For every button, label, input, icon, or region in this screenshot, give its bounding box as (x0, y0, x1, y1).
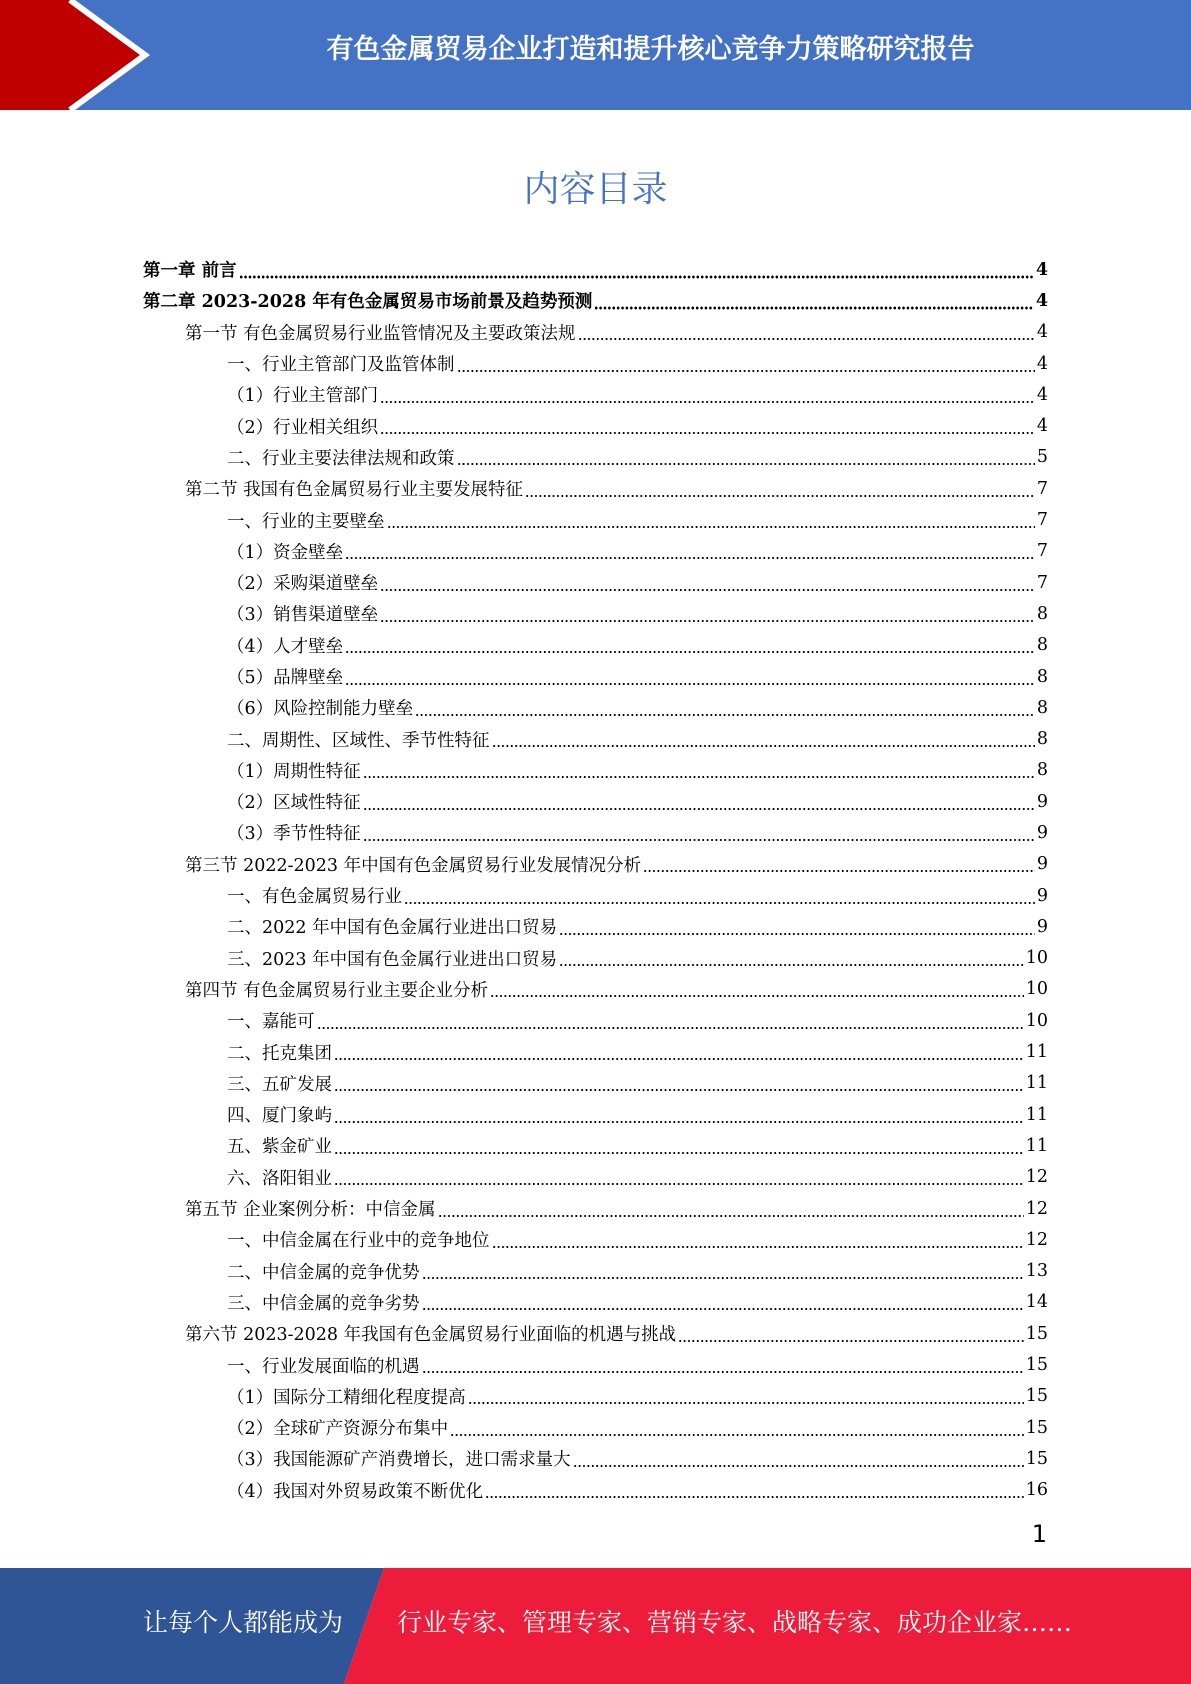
footer-banner (0, 1568, 1191, 1684)
toc-entry[interactable] (143, 630, 1048, 661)
toc-entry[interactable] (143, 661, 1048, 692)
toc-dot-leader (457, 368, 1035, 374)
toc-entry-page: 15 (1025, 1417, 1048, 1438)
report-title: 有色金属贸易企业打造和提升核心竞争力策略研究报告 (326, 34, 975, 65)
toc-dot-leader (334, 1119, 1024, 1125)
toc-entry-label: （1）周期性特征 (227, 761, 361, 782)
toc-entry-page: 8 (1036, 760, 1048, 781)
toc-entry-page: 9 (1036, 916, 1048, 937)
toc-entry-page: 12 (1025, 1167, 1048, 1188)
toc-entry-label: （2）行业相关组织 (227, 417, 379, 438)
toc-entry-label: 第二章 2023-2028 年有色金属贸易市场前景及趋势预测 (143, 292, 593, 313)
toc-dot-leader (438, 1213, 1024, 1219)
toc-dot-leader (380, 430, 1035, 436)
toc-entry[interactable] (143, 880, 1048, 911)
toc-entry[interactable] (143, 1224, 1048, 1255)
toc-entry[interactable] (143, 1287, 1048, 1318)
toc-dot-leader (334, 1181, 1024, 1187)
toc-entry-label: 二、周期性、区域性、季节性特征 (227, 730, 490, 751)
toc-dot-leader (380, 618, 1035, 624)
toc-entry-label: （3）我国能源矿产消费增长，进口需求量大 (227, 1450, 571, 1471)
toc-dot-leader (387, 524, 1035, 530)
toc-dot-leader (363, 837, 1035, 843)
toc-entry[interactable] (143, 786, 1048, 817)
toc-dot-leader (334, 1087, 1024, 1093)
toc-entry[interactable] (143, 379, 1048, 410)
toc-entry-page: 15 (1025, 1323, 1048, 1344)
toc-entry[interactable] (143, 723, 1048, 754)
toc-dot-leader (578, 336, 1035, 342)
toc-entry-page: 10 (1025, 979, 1048, 1000)
toc-entry-label: 第四节 有色金属贸易行业主要企业分析 (185, 980, 489, 1001)
toc-dot-leader (559, 931, 1035, 937)
toc-entry-label: 一、行业主管部门及监管体制 (227, 355, 455, 376)
toc-entry-label: 一、有色金属贸易行业 (227, 887, 402, 908)
toc-entry-page: 9 (1036, 791, 1048, 812)
toc-entry-page: 7 (1036, 572, 1048, 593)
toc-dot-leader (422, 1369, 1024, 1375)
footer-slogan-left: 让每个人都能成为 (143, 1608, 344, 1637)
toc-dot-leader (345, 649, 1035, 655)
toc-entry-label: 二、2022 年中国有色金属行业进出口贸易 (227, 918, 558, 939)
toc-entry-label: 三、五矿发展 (227, 1074, 332, 1095)
toc-entry[interactable] (143, 285, 1048, 316)
toc-entry-label: （5）品牌壁垒 (227, 668, 344, 688)
toc-entry-page: 4 (1036, 384, 1048, 405)
toc-entry[interactable] (143, 1412, 1048, 1443)
toc-entry-label: （2）采购渠道壁垒 (227, 574, 379, 595)
toc-dot-leader (573, 1463, 1024, 1469)
toc-entry-page: 8 (1036, 729, 1048, 750)
toc-entry-label: 二、中信金属的竞争优势 (227, 1262, 420, 1283)
toc-entry[interactable] (143, 1130, 1048, 1161)
toc-entry-label: 第六节 2023-2028 年我国有色金属贸易行业面临的机遇与挑战 (185, 1325, 677, 1346)
toc-entry-page: 7 (1036, 510, 1048, 531)
page-number: 1 (1031, 1520, 1047, 1548)
toc-entry-label: 五、紫金矿业 (227, 1137, 332, 1158)
toc-entry-page: 11 (1025, 1042, 1048, 1063)
toc-entry-label: 二、行业主要法律法规和政策 (227, 448, 455, 469)
toc-entry-page: 5 (1036, 447, 1048, 468)
toc-entry-page: 15 (1025, 1355, 1048, 1376)
toc-entry-page: 4 (1035, 259, 1048, 280)
toc-dot-leader (380, 587, 1035, 593)
toc-dot-leader (492, 1244, 1024, 1250)
toc-entry-page: 8 (1036, 635, 1048, 656)
toc-entry[interactable] (143, 473, 1048, 504)
toc-entry-page: 15 (1025, 1448, 1048, 1469)
toc-entry-page: 11 (1025, 1073, 1048, 1094)
toc-entry-label: （6）风险控制能力壁垒 (227, 699, 414, 720)
toc-dot-leader (422, 1275, 1024, 1281)
toc-entry[interactable] (143, 1005, 1048, 1036)
toc-dot-leader (678, 1338, 1024, 1344)
toc-entry[interactable] (143, 598, 1048, 629)
footer-slogan-right: 行业专家、管理专家、营销专家、战略专家、成功企业家…… (397, 1608, 1073, 1637)
toc-entry-label: （3）销售渠道壁垒 (227, 605, 379, 626)
toc-entry[interactable] (143, 410, 1048, 441)
toc-dot-leader (492, 743, 1035, 749)
toc-entry-label: 四、厦门象屿 (227, 1106, 332, 1127)
toc-entry-page: 16 (1025, 1480, 1048, 1501)
toc-entry[interactable] (143, 1193, 1048, 1224)
toc-entry[interactable] (143, 974, 1048, 1005)
toc-entry-label: （3）季节性特征 (227, 824, 361, 845)
toc-entry[interactable] (143, 348, 1048, 379)
toc-dot-leader (363, 806, 1035, 812)
toc-entry-label: （1）行业主管部门 (227, 386, 379, 407)
toc-entry-label: 二、托克集团 (227, 1043, 332, 1064)
toc-dot-leader (404, 900, 1035, 906)
toc-entry[interactable] (143, 317, 1048, 348)
toc-entry[interactable] (143, 1099, 1048, 1130)
toc-entry-page: 9 (1036, 822, 1048, 843)
toc-entry[interactable] (143, 755, 1048, 786)
toc-entry-page: 12 (1025, 1198, 1048, 1219)
toc-entry[interactable] (143, 1475, 1048, 1506)
toc-entry-page: 10 (1025, 948, 1048, 969)
toc-entry-label: 第五节 企业案例分析：中信金属 (185, 1200, 436, 1221)
toc-entry-label: 第三节 2022-2023 年中国有色金属贸易行业发展情况分析 (185, 855, 642, 876)
toc-dot-leader (485, 1494, 1024, 1500)
toc-entry[interactable] (143, 442, 1048, 473)
toc-entry-label: 第一节 有色金属贸易行业监管情况及主要政策法规 (185, 323, 576, 344)
toc-dot-leader (457, 461, 1035, 467)
toc-entry-label: （1）国际分工精细化程度提高 (227, 1387, 466, 1408)
toc-dot-leader (422, 1306, 1024, 1312)
toc-entry-page: 4 (1035, 290, 1048, 311)
toc-entry-label: 一、行业的主要壁垒 (227, 511, 385, 532)
toc-entry-page: 7 (1036, 478, 1048, 499)
toc-dot-leader (525, 493, 1035, 499)
toc-entry-label: 三、2023 年中国有色金属行业进出口贸易 (227, 949, 558, 970)
toc-dot-leader (450, 1432, 1024, 1438)
toc-dot-leader (559, 962, 1024, 968)
header-arrow-decoration (0, 0, 160, 110)
toc-dot-leader (415, 712, 1035, 718)
toc-entry-page: 8 (1036, 666, 1048, 687)
toc-entry[interactable] (143, 817, 1048, 848)
toc-entry[interactable] (143, 567, 1048, 598)
toc-dot-leader (490, 993, 1024, 999)
toc-entry-label: 第二节 我国有色金属贸易行业主要发展特征 (185, 480, 524, 501)
toc-entry[interactable] (143, 536, 1048, 567)
toc-entry-page: 9 (1036, 854, 1048, 875)
toc-dot-leader (345, 555, 1035, 561)
toc-entry-page: 8 (1036, 697, 1048, 718)
toc-entry-label: （2）全球矿产资源分布集中 (227, 1419, 449, 1440)
toc-entry-page: 9 (1036, 885, 1048, 906)
toc-entry-label: 一、中信金属在行业中的竞争地位 (227, 1231, 490, 1252)
toc-dot-leader (334, 1150, 1024, 1156)
toc-entry-label: 三、中信金属的竞争劣势 (227, 1293, 420, 1314)
toc-entry-page: 4 (1036, 322, 1048, 343)
toc-entry-page: 11 (1025, 1135, 1048, 1156)
toc-dot-leader (468, 1400, 1024, 1406)
toc-entry[interactable] (143, 1349, 1048, 1380)
toc-entry-label: 六、洛阳钼业 (227, 1168, 332, 1189)
toc-entry-label: （2）区域性特征 (227, 793, 361, 814)
toc-entry[interactable] (143, 1162, 1048, 1193)
toc-entry-page: 12 (1025, 1229, 1048, 1250)
toc-entry[interactable] (143, 1318, 1048, 1349)
toc-entry-label: （4）人才壁垒 (227, 636, 344, 657)
header-banner (0, 0, 1191, 110)
toc-dot-leader (334, 1056, 1024, 1062)
toc-dot-leader (363, 774, 1035, 780)
toc-dot-leader (643, 868, 1035, 874)
toc-entry[interactable] (143, 254, 1048, 285)
toc-entry-page: 4 (1036, 353, 1048, 374)
toc-entry-page: 15 (1025, 1386, 1048, 1407)
toc-entry[interactable] (143, 849, 1048, 880)
toc-entry-label: （4）我国对外贸易政策不断优化 (227, 1481, 484, 1502)
toc-dot-leader (380, 399, 1035, 405)
toc-entry-page: 8 (1036, 603, 1048, 624)
toc-entry[interactable] (143, 1036, 1048, 1067)
table-of-contents (143, 254, 1048, 1506)
toc-entry[interactable] (143, 504, 1048, 535)
toc-entry-label: 第一章 前言 (143, 261, 237, 282)
toc-entry[interactable] (143, 943, 1048, 974)
toc-entry[interactable] (143, 1256, 1048, 1287)
toc-entry-page: 4 (1036, 416, 1048, 437)
toc-dot-leader (239, 274, 1034, 280)
toc-entry-page: 13 (1025, 1261, 1048, 1282)
toc-entry-label: （1）资金壁垒 (227, 542, 344, 563)
toc-entry[interactable] (143, 1381, 1048, 1412)
toc-entry[interactable] (143, 1068, 1048, 1099)
toc-entry-label: 一、行业发展面临的机遇 (227, 1356, 420, 1377)
toc-dot-leader (345, 681, 1035, 687)
toc-entry-page: 7 (1036, 541, 1048, 562)
toc-entry-page: 10 (1025, 1010, 1048, 1031)
toc-entry[interactable] (143, 911, 1048, 942)
toc-entry[interactable] (143, 1443, 1048, 1474)
toc-entry[interactable] (143, 692, 1048, 723)
toc-entry-page: 14 (1025, 1292, 1048, 1313)
toc-dot-leader (317, 1025, 1024, 1031)
toc-heading: 内容目录 (523, 169, 668, 210)
toc-dot-leader (594, 305, 1033, 311)
toc-entry-page: 11 (1025, 1104, 1048, 1125)
toc-entry-label: 一、嘉能可 (227, 1012, 315, 1033)
